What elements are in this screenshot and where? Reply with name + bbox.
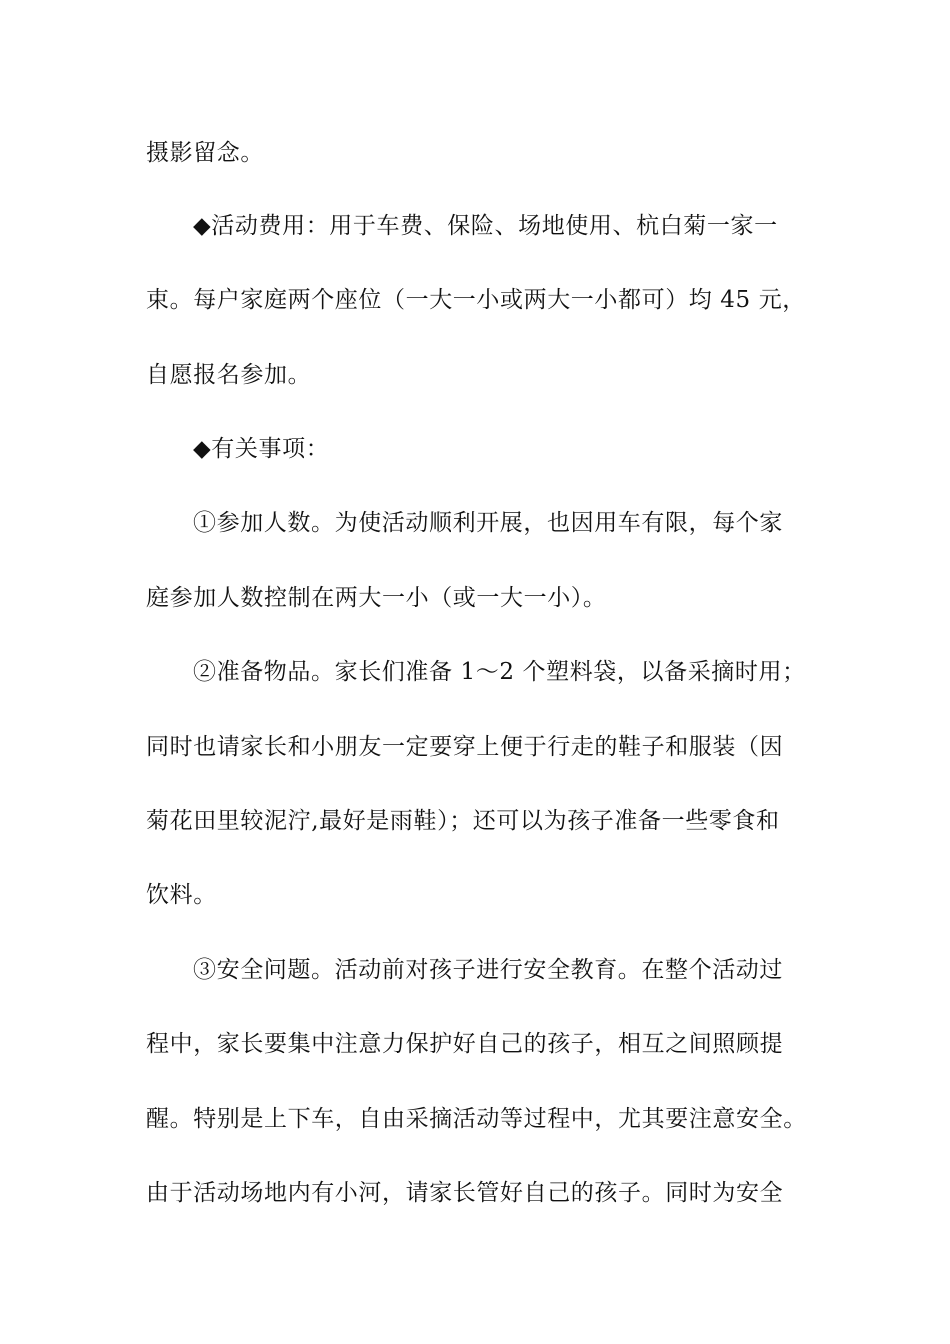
text-line-fee-detail: 束。每户家庭两个座位（一大一小或两大一小都可）均 45 元， <box>146 287 806 313</box>
text-line-item-3-cont-1: 程中，家长要集中注意力保护好自己的孩子，相互之间照顾提 <box>146 1031 784 1057</box>
text-line-item-1: ①参加人数。为使活动顺利开展，也因用车有限，每个家 <box>193 510 783 536</box>
text-line-fee-heading: ◆活动费用：用于车费、保险、场地使用、杭白菊一家一 <box>193 213 778 239</box>
text-line-closing: 摄影留念。 <box>146 140 264 166</box>
text-line-item-2-cont-1: 同时也请家长和小朋友一定要穿上便于行走的鞋子和服装（因 <box>146 734 784 760</box>
text-line-fee-signup: 自愿报名参加。 <box>146 362 312 388</box>
text-line-item-1-cont: 庭参加人数控制在两大一小（或一大一小）。 <box>146 585 607 611</box>
text-line-item-2-cont-2: 菊花田里较泥泞,最好是雨鞋）；还可以为孩子准备一些零食和 <box>146 808 780 834</box>
text-line-item-3-cont-2: 醒。特别是上下车，自由采摘活动等过程中，尤其要注意安全。 <box>146 1106 807 1132</box>
text-line-item-2: ②准备物品。家长们准备 1～2 个塑料袋，以备采摘时用； <box>193 659 806 685</box>
text-line-item-3-cont-3: 由于活动场地内有小河，请家长管好自己的孩子。同时为安全 <box>146 1180 784 1206</box>
text-line-notes-heading: ◆有关事项： <box>193 436 330 462</box>
text-line-item-2-cont-3: 饮料。 <box>146 882 217 908</box>
text-line-item-3: ③安全问题。活动前对孩子进行安全教育。在整个活动过 <box>193 957 783 983</box>
